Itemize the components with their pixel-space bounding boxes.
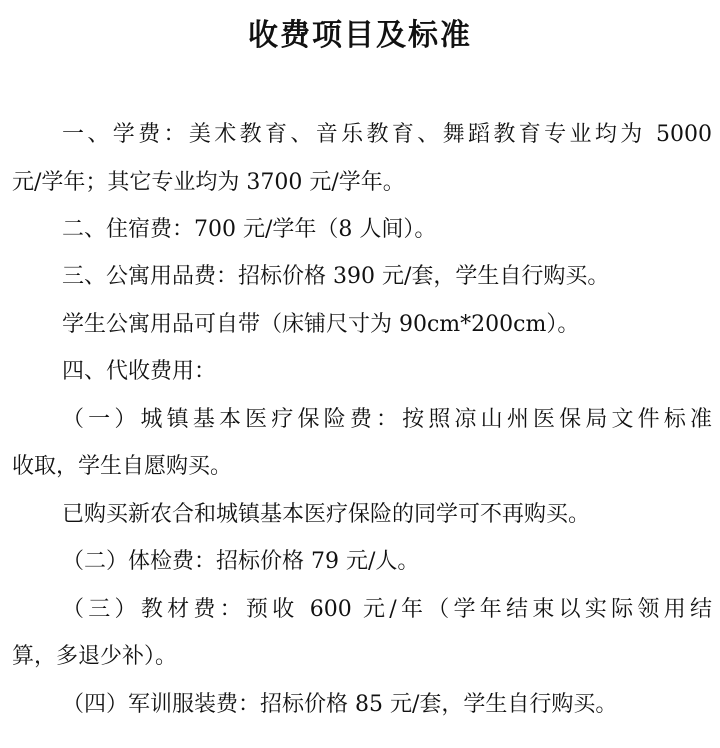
tuition-line-1: 一、学费：美术教育、音乐教育、舞蹈教育专业均为 5000 (62, 122, 712, 147)
medical-insurance-note: 已购买新农合和城镇基本医疗保险的同学可不再购买。 (62, 502, 591, 527)
tuition-line-2: 元/学年；其它专业均为 3700 元/学年。 (12, 170, 405, 195)
apartment-supplies-note: 学生公寓用品可自带（床铺尺寸为 90cm*200cm）。 (62, 312, 580, 337)
collected-fees-heading: 四、代收费用： (62, 359, 217, 384)
apartment-supplies-fee: 三、公寓用品费：招标价格 390 元/套，学生自行购买。 (62, 264, 610, 289)
textbook-fee-line-2: 算，多退少补）。 (12, 644, 178, 669)
medical-exam-fee: （二）体检费：招标价格 79 元/人。 (62, 549, 420, 574)
military-uniform-fee: （四）军训服装费：招标价格 85 元/套，学生自行购买。 (62, 692, 618, 717)
medical-insurance-line-2: 收取，学生自愿购买。 (12, 454, 233, 479)
medical-insurance-line-1: （一）城镇基本医疗保险费：按照凉山州医保局文件标准 (62, 407, 712, 432)
document-title: 收费项目及标准 (248, 18, 472, 53)
accommodation-fee: 二、住宿费：700 元/学年（8 人间）。 (62, 217, 437, 242)
textbook-fee-line-1: （三）教材费：预收 600 元/年（学年结束以实际领用结 (62, 597, 712, 622)
